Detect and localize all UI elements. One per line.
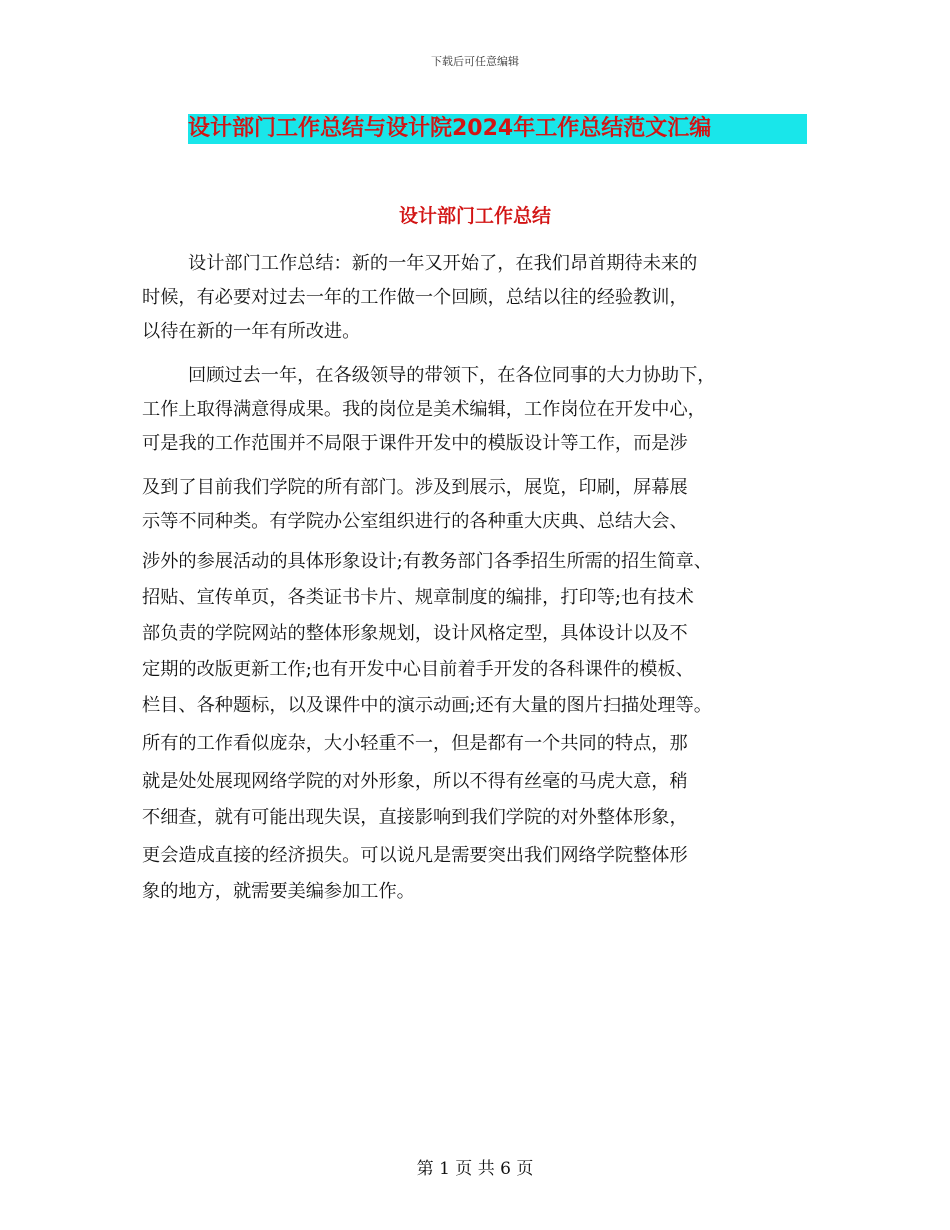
paragraph-line: 部负责的学院网站的整体形象规划，设计风格定型，具体设计以及不 [142,623,688,644]
paragraph-line: 就是处处展现网络学院的对外形象，所以不得有丝毫的马虎大意，稍 [142,771,688,792]
paragraph-line: 栏目、各种题标，以及课件中的演示动画;还有大量的图片扫描处理等。 [142,695,712,716]
paragraph-line: 示等不同种类。有学院办公室组织进行的各种重大庆典、总结大会、 [142,511,688,532]
paragraph-line: 可是我的工作范围并不局限于课件开发中的模版设计等工作，而是涉 [142,433,688,454]
header-note: 下载后可任意编辑 [431,55,519,68]
paragraph-line: 更会造成直接的经济损失。可以说凡是需要突出我们网络学院整体形 [142,845,688,866]
paragraph-line: 以待在新的一年有所改进。 [142,321,361,342]
paragraph-line: 招贴、宣传单页，各类证书卡片、规章制度的编排，打印等;也有技术 [142,587,694,608]
paragraph-line: 所有的工作看似庞杂，大小轻重不一，但是都有一个共同的特点，那 [142,733,688,754]
paragraph-line: 涉外的参展活动的具体形象设计;有教务部门各季招生所需的招生简章、 [142,551,712,572]
paragraph-line: 时候，有必要对过去一年的工作做一个回顾，总结以往的经验教训， [142,287,688,308]
page-footer: 第 1 页 共 6 页 [416,1159,534,1179]
paragraph-line: 及到了目前我们学院的所有部门。涉及到展示，展览，印刷，屏幕展 [142,477,688,498]
paragraph-line: 象的地方，就需要美编参加工作。 [142,881,415,902]
paragraph-line: 工作上取得满意得成果。我的岗位是美术编辑，工作岗位在开发中心， [142,399,706,420]
paragraph-line: 设计部门工作总结：新的一年又开始了，在我们昂首期待未来的 [188,253,698,274]
section-title: 设计部门工作总结 [398,205,551,227]
paragraph-line: 回顾过去一年，在各级领导的带领下，在各位同事的大力协助下， [188,365,716,386]
document-title: 设计部门工作总结与设计院2024年工作总结范文汇编 [188,114,807,144]
paragraph-line: 定期的改版更新工作;也有开发中心目前着手开发的各科课件的模板、 [142,659,694,680]
paragraph-line: 不细查，就有可能出现失误，直接影响到我们学院的对外整体形象， [142,807,688,828]
